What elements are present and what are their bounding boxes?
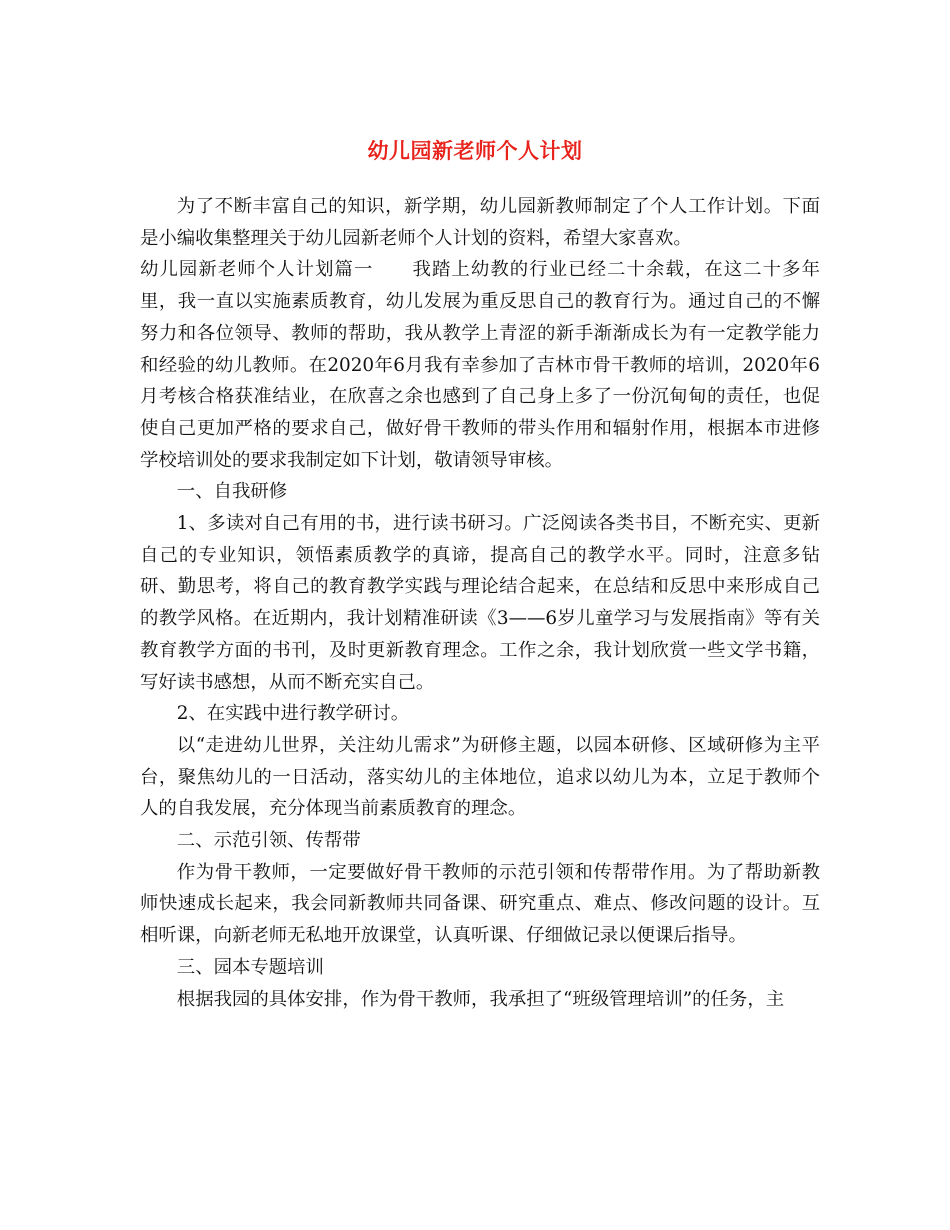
training-paragraph: 根据我园的具体安排，作为骨干教师，我承担了“班级管理培训”的任务，主 <box>176 988 785 1010</box>
section-heading-self-study: 一、自我研修 <box>176 481 288 503</box>
document-body <box>140 191 820 1015</box>
item-practice-paragraph: 以“走进幼儿世界，关注幼儿需求”为研修主题，以园本研修、区域研修为主平台，聚焦幼儿的一日活动，落实幼儿的主体地位，追求以幼儿为本，立足于教师个人的自我发展，充分体现当前素质教育的理念。 <box>140 734 820 820</box>
item-reading-paragraph: 1、多读对自己有用的书，进行读书研习。广泛阅读各类书目，不断充实、更新自己的专业知识，领悟素质教学的真谛，提高自己的教学水平。同时，注意多钻研、勤思考，将自己的教育教学实践与理论结合起来，在总结和反思中来形成自己的教学风格。在近期内，我计划精准研读《3——6岁儿童学习与发展指南》等有关教育教学方面的书刊，及时更新教育理念。工作之余，我计划欣赏一些文学书籍，写好读书感想，从而不断充实自己。 <box>140 513 820 693</box>
item-practice-heading: 2、在实践中进行教学研讨。 <box>176 703 410 725</box>
section-heading-training: 三、园本专题培训 <box>176 956 324 978</box>
part-text: 我踏上幼教的行业已经二十余载，在这二十多年里，我一直以实施素质教育，幼儿发展为重反思自己的教育行为。通过自己的不懈努力和各位领导、教师的帮助，我从教学上青涩的新手渐渐成长为有一定教学能力和经验的幼儿教师。在2020年6月我有幸参加了吉林市骨干教师的培训，2020年6月考核合格获准结业，在欣喜之余也感到了自己身上多了一份沉甸甸的责任，也促使自己更加严格的要求自己，做好骨干教师的带头作用和辐射作用，根据本市进修学校培训处的要求我制定如下计划，敬请领导审核。 <box>140 259 820 471</box>
document-title: 幼儿园新老师个人计划 <box>367 138 583 164</box>
part-one-paragraph <box>140 254 820 476</box>
intro-paragraph: 为了不断丰富自己的知识，新学期，幼儿园新教师制定了个人工作计划。下面是小编收集整理关于幼儿园新老师个人计划的资料，希望大家喜欢。 <box>140 196 820 249</box>
part-label: 幼儿园新老师个人计划篇一 <box>140 259 374 281</box>
mentoring-paragraph: 作为骨干教师，一定要做好骨干教师的示范引领和传帮带作用。为了帮助新教师快速成长起来，我会同新教师共同备课、研究重点、难点、修改问题的设计。互相听课，向新老师无私地开放课堂，认真听课、仔细做记录以便课后指导。 <box>140 861 820 947</box>
section-heading-mentoring: 二、示范引领、传帮带 <box>176 830 361 852</box>
